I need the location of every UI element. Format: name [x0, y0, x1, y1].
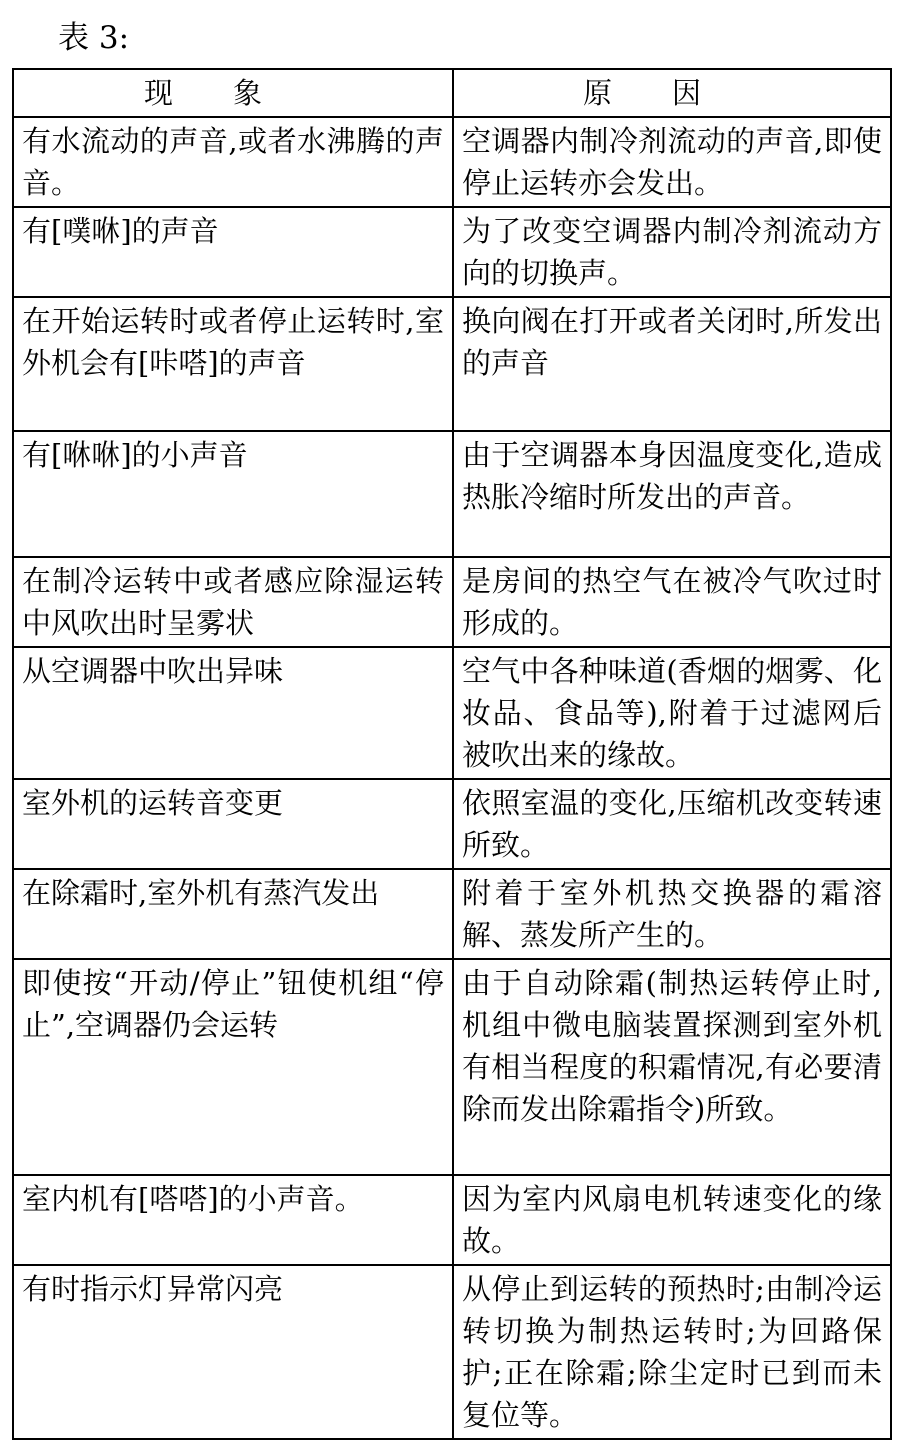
header-phenomenon: 现象 [13, 69, 453, 117]
table-row [13, 1175, 891, 1265]
phenomenon-cell: 有[噗咻]的声音 [13, 207, 453, 297]
cause-cell: 由于空调器本身因温度变化,造成热胀冷缩时所发出的声音。 [453, 431, 891, 557]
phenomenon-cell: 有[咻咻]的小声音 [13, 431, 453, 557]
phenomenon-cell: 在制冷运转中或者感应除湿运转中风吹出时呈雾状 [13, 557, 453, 647]
cause-cell: 依照室温的变化,压缩机改变转速所致。 [453, 779, 891, 869]
table-row [13, 959, 891, 1175]
table-row [13, 647, 891, 779]
cause-cell: 由于自动除霜(制热运转停止时,机组中微电脑装置探测到室外机有相当程度的积霜情况,有必要清除而发出除霜指令)所致。 [453, 959, 891, 1175]
table-row [13, 869, 891, 959]
phenomenon-cell: 从空调器中吹出异味 [13, 647, 453, 779]
header-cause: 原因 [453, 69, 891, 117]
phenomenon-cell: 有时指示灯异常闪亮 [13, 1265, 453, 1439]
cause-cell: 附着于室外机热交换器的霜溶解、蒸发所产生的。 [453, 869, 891, 959]
table-row [13, 1265, 891, 1439]
cause-cell: 换向阀在打开或者关闭时,所发出的声音 [453, 297, 891, 431]
table-row [13, 297, 891, 431]
cause-cell: 是房间的热空气在被冷气吹过时形成的。 [453, 557, 891, 647]
cause-cell: 为了改变空调器内制冷剂流动方向的切换声。 [453, 207, 891, 297]
table-row [13, 207, 891, 297]
phenomenon-cell: 室内机有[嗒嗒]的小声音。 [13, 1175, 453, 1265]
table-caption: 表 3: [58, 20, 130, 56]
cause-cell: 因为室内风扇电机转速变化的缘故。 [453, 1175, 891, 1265]
phenomenon-cell: 在除霜时,室外机有蒸汽发出 [13, 869, 453, 959]
phenomenon-cell: 室外机的运转音变更 [13, 779, 453, 869]
cause-cell: 空气中各种味道(香烟的烟雾、化妆品、食品等),附着于过滤网后被吹出来的缘故。 [453, 647, 891, 779]
cause-cell: 空调器内制冷剂流动的声音,即使停止运转亦会发出。 [453, 117, 891, 207]
table-row [13, 779, 891, 869]
phenomenon-cell: 在开始运转时或者停止运转时,室外机会有[咔嗒]的声音 [13, 297, 453, 431]
phenomenon-cell: 有水流动的声音,或者水沸腾的声音。 [13, 117, 453, 207]
cause-cell: 从停止到运转的预热时;由制冷运转切换为制热运转时;为回路保护;正在除霜;除尘定时已到而未复位等。 [453, 1265, 891, 1439]
table-header-row [13, 69, 891, 117]
table-row [13, 431, 891, 557]
table-row [13, 557, 891, 647]
phenomenon-cell: 即使按“开动/停止”钮使机组“停止”,空调器仍会运转 [13, 959, 453, 1175]
troubleshooting-table [12, 68, 892, 1440]
table-row [13, 117, 891, 207]
